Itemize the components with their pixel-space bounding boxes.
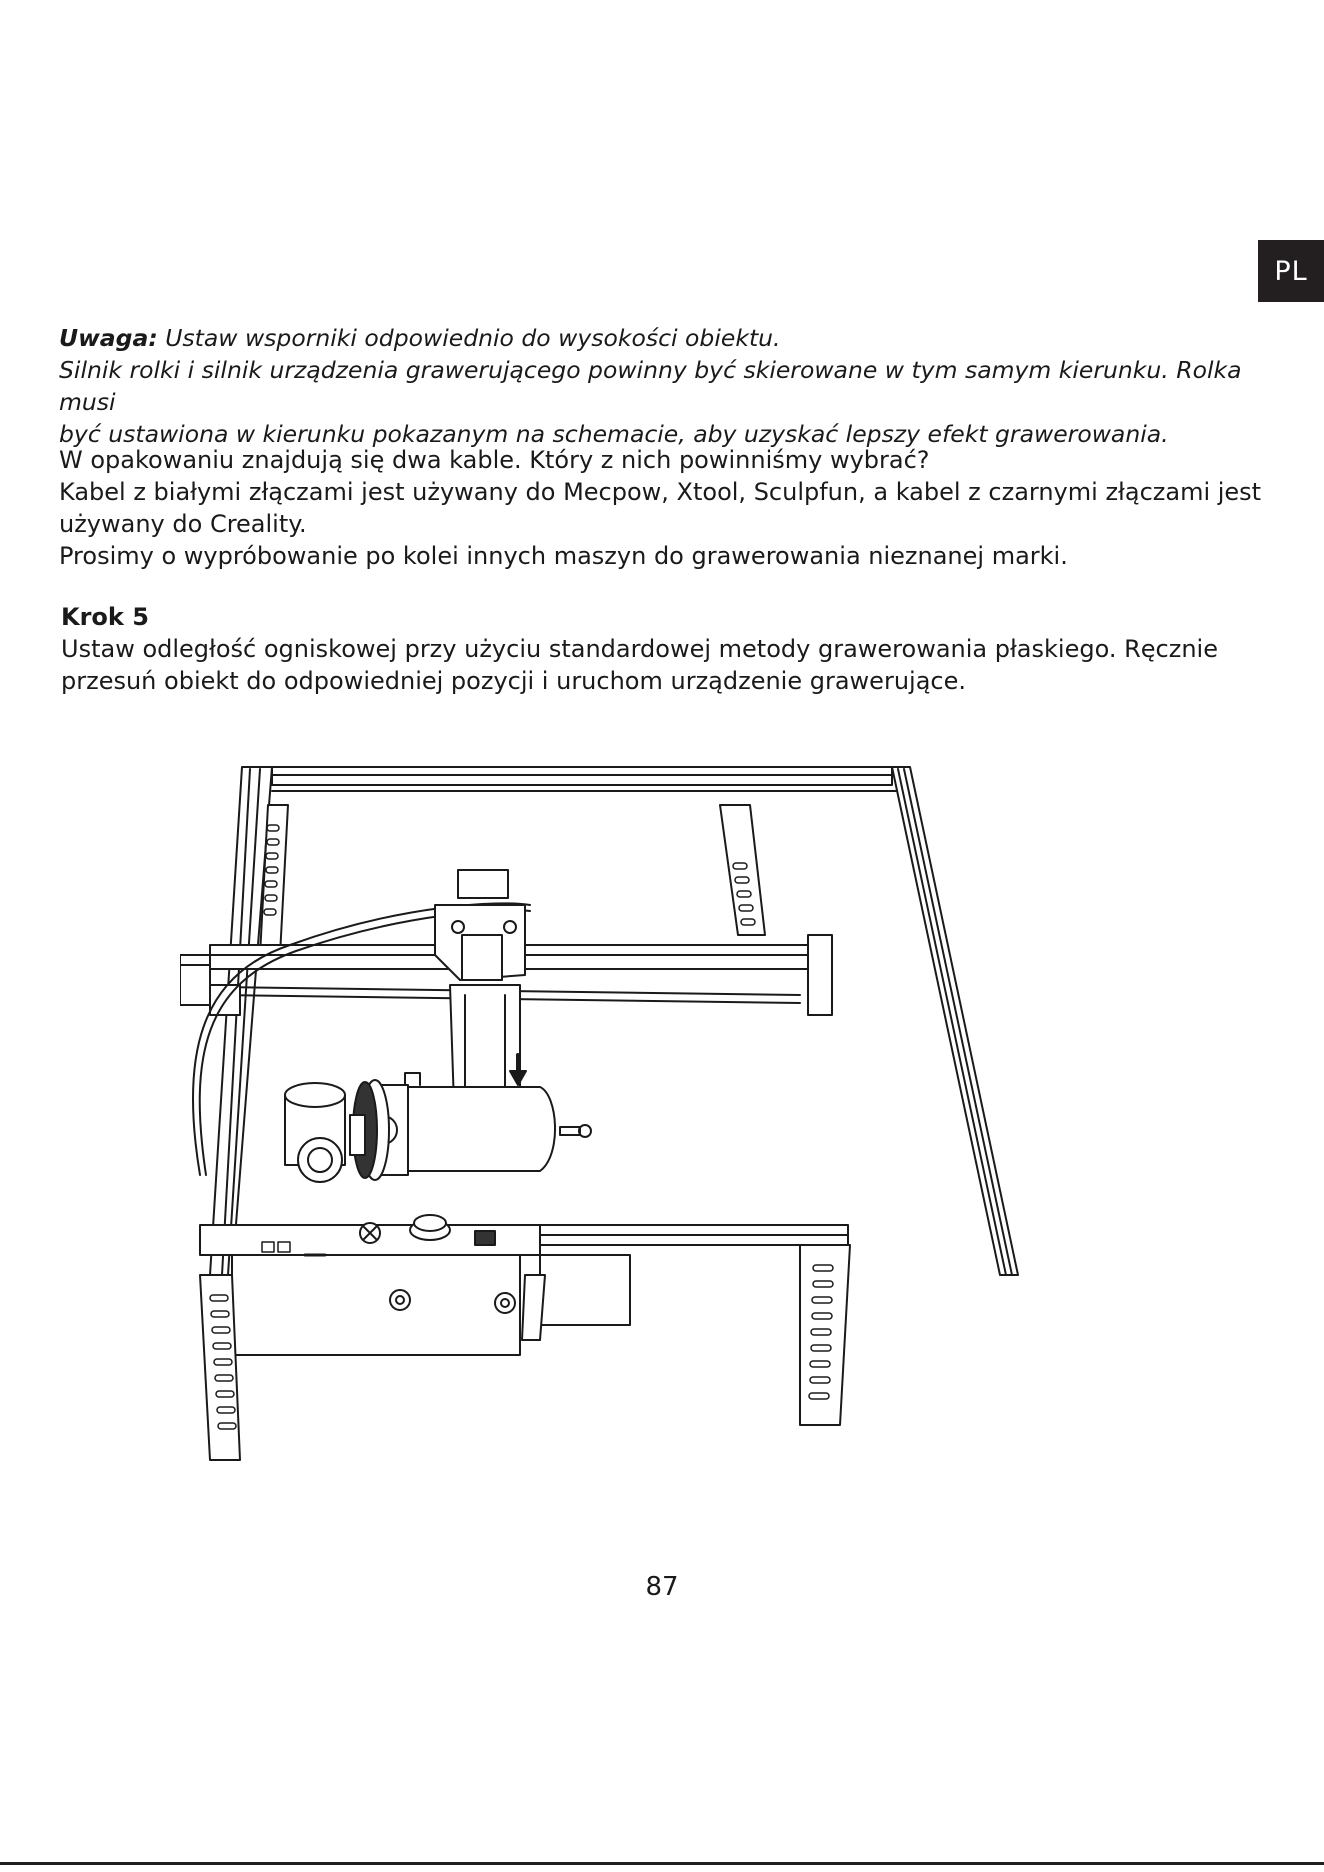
roller-bracket <box>522 1255 630 1340</box>
right-rail <box>892 767 1018 1275</box>
bottom-rule <box>0 1862 1324 1865</box>
page-number: 87 <box>645 1572 679 1602</box>
note-block <box>59 322 1259 450</box>
note-text-1: Ustaw wsporniki odpowiednio do wysokości obiektu. <box>157 324 781 352</box>
step-block <box>61 601 1251 697</box>
note-line-1 <box>59 322 1259 354</box>
back-right-leg <box>720 805 765 935</box>
front-right-leg <box>800 1245 850 1425</box>
step-line-1: Ustaw odległość ogniskowej przy użyciu standardowej metody grawerowania płaskiego. Ręcznie <box>61 635 1218 663</box>
back-rail <box>272 767 900 791</box>
step-line-2: przesuń obiekt do odpowiedniej pozycji i uruchom urządzenie grawerujące. <box>61 667 966 695</box>
front-left-leg <box>200 1275 240 1460</box>
front-control-box <box>200 1215 540 1355</box>
cables-block <box>59 444 1269 572</box>
note-label: Uwaga: <box>59 324 158 352</box>
engraver-roller-illustration <box>180 755 1030 1465</box>
cables-line-4: Prosimy o wypróbowanie po kolei innych maszyn do grawerowania nieznanej marki. <box>59 542 1068 570</box>
cables-line-2: Kabel z białymi złączami jest używany do Mecpow, Xtool, Sculpfun, a kabel z czarnymi złączami jest <box>59 478 1262 506</box>
cables-line-1: W opakowaniu znajdują się dwa kable. Który z nich powinniśmy wybrać? <box>59 446 930 474</box>
note-line-2: Silnik rolki i silnik urządzenia grawerującego powinny być skierowane w tym samym kierunku. Rolka musi <box>59 356 1242 416</box>
front-rail <box>540 1225 848 1245</box>
cables-line-3: używany do Creality. <box>59 510 307 538</box>
left-rail <box>210 767 272 1275</box>
step-title: Krok 5 <box>61 603 149 631</box>
note-line-3: być ustawiona w kierunku pokazanym na schemacie, aby uzyskać lepszy efekt grawerowania. <box>59 420 1169 448</box>
language-tab: PL <box>1258 240 1324 302</box>
rotary-roller <box>285 1073 591 1182</box>
